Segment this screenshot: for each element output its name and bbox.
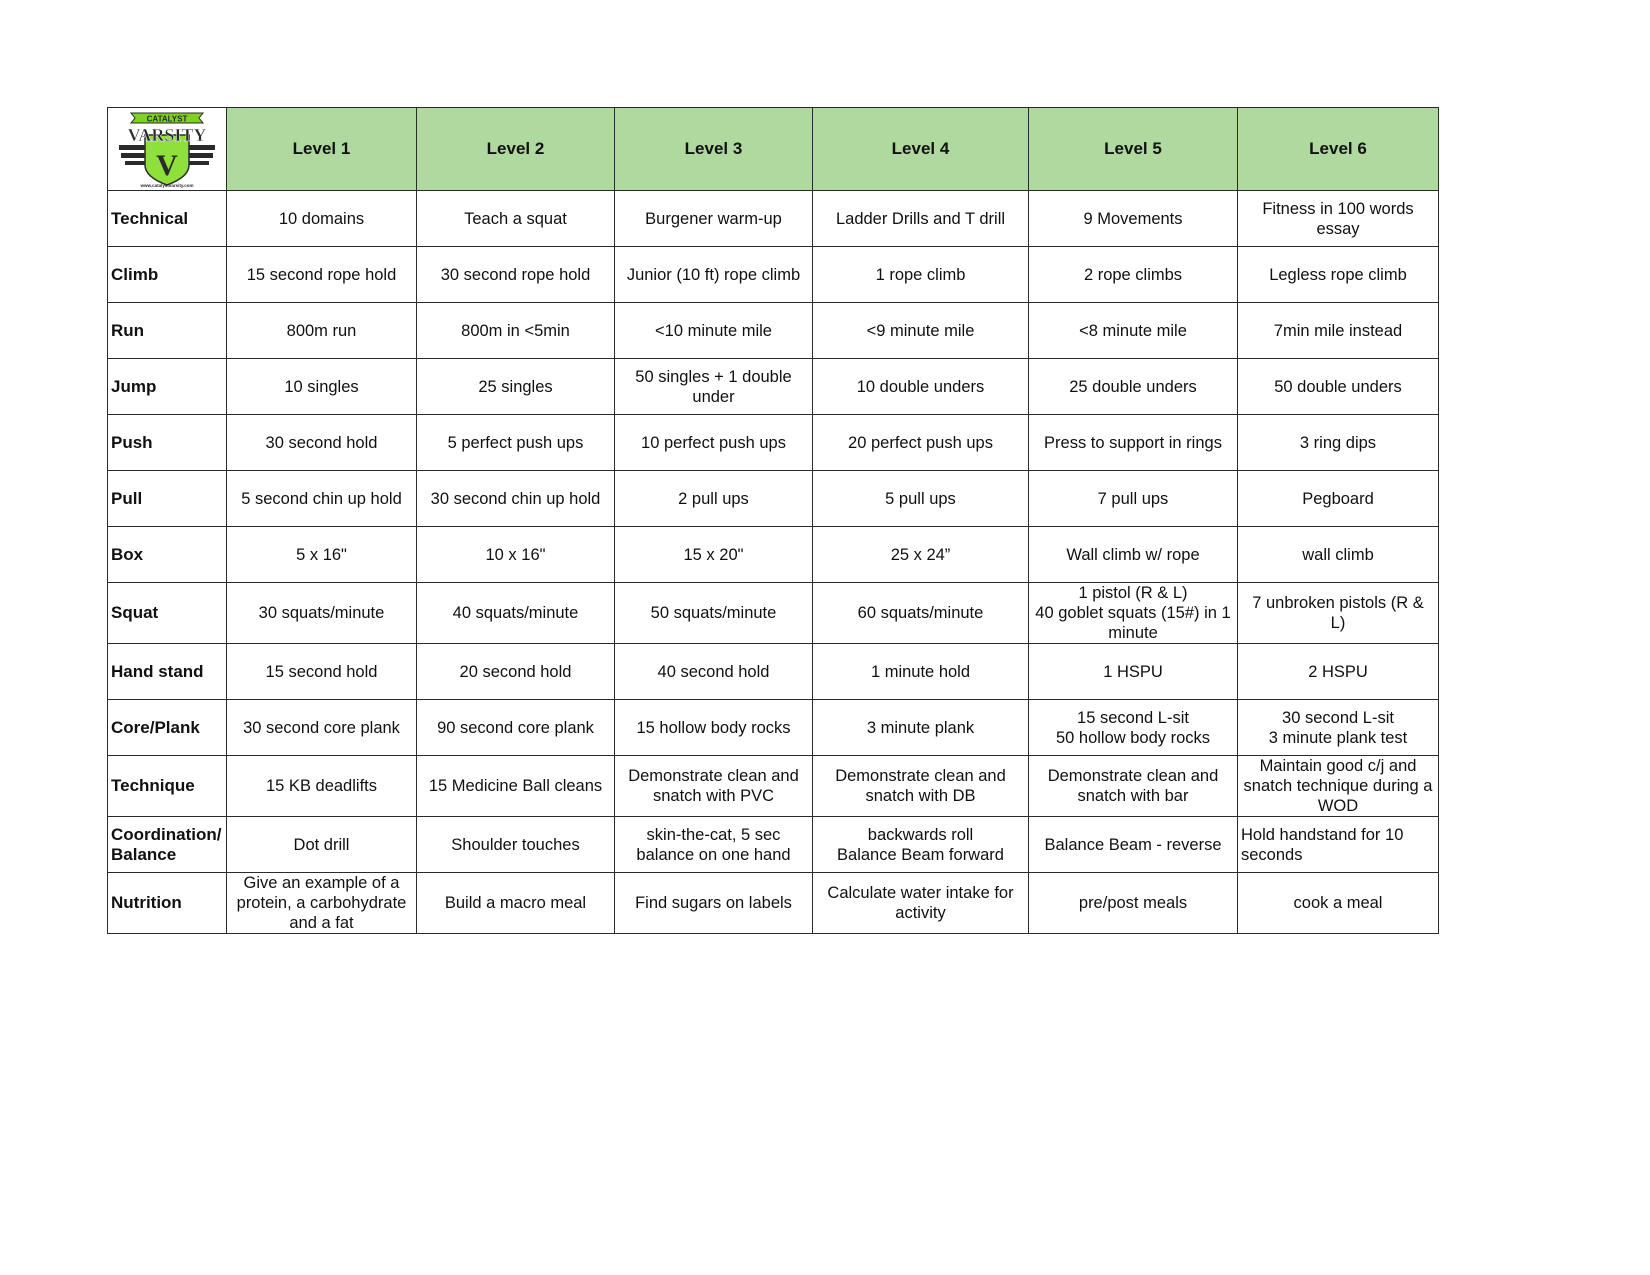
requirement-text: Dot drill <box>293 835 350 854</box>
requirement-text: 15 second L-sit <box>1077 708 1189 727</box>
requirement-cell <box>615 583 813 644</box>
category-label <box>108 817 227 873</box>
requirement-text: Hold handstand for 10 <box>1241 825 1404 844</box>
category-label <box>108 191 227 247</box>
category-label <box>108 415 227 471</box>
requirement-text: Junior (10 ft) rope climb <box>626 265 801 284</box>
requirement-cell <box>417 415 615 471</box>
requirement-cell <box>1029 583 1238 644</box>
requirement-cell <box>227 756 417 817</box>
requirement-cell <box>1238 817 1439 873</box>
table-row <box>108 873 1439 934</box>
category-label <box>108 359 227 415</box>
header-row <box>108 108 1439 191</box>
requirement-text: under <box>692 387 735 406</box>
requirement-cell <box>1029 700 1238 756</box>
requirement-cell <box>615 359 813 415</box>
requirement-text: 15 KB deadlifts <box>266 777 377 795</box>
requirement-text: 25 double unders <box>1069 377 1197 396</box>
requirement-text: and a fat <box>289 914 354 932</box>
requirement-cell <box>615 644 813 700</box>
requirement-cell <box>813 873 1029 934</box>
requirement-text: 1 HSPU <box>1103 662 1163 681</box>
requirement-text: 10 domains <box>278 209 365 228</box>
requirement-text: balance on one hand <box>636 845 791 864</box>
category-text: Box <box>111 544 144 564</box>
requirement-cell <box>227 583 417 644</box>
table-row <box>108 583 1439 644</box>
table-row <box>108 527 1439 583</box>
requirement-text: 2 pull ups <box>678 489 749 508</box>
requirement-cell <box>417 303 615 359</box>
requirement-cell <box>813 471 1029 527</box>
requirement-text: wall climb <box>1302 545 1374 564</box>
requirement-text: 90 second core plank <box>437 718 594 737</box>
category-label <box>108 303 227 359</box>
requirement-cell <box>227 303 417 359</box>
requirement-text: 30 second chin up hold <box>430 489 601 508</box>
requirement-text: L) <box>1330 614 1346 632</box>
requirement-cell <box>417 191 615 247</box>
requirement-text: 800m run <box>286 321 357 340</box>
requirement-text: 3 minute plank <box>866 718 975 737</box>
category-text: Technique <box>111 776 195 795</box>
requirement-cell <box>1238 873 1439 934</box>
requirement-text: backwards roll <box>867 825 974 844</box>
svg-text:CATALYST: CATALYST <box>146 114 188 124</box>
requirement-cell <box>1029 303 1238 359</box>
table-row <box>108 644 1439 700</box>
requirement-text: Give an example of a <box>243 874 400 892</box>
category-text: Technical <box>111 208 189 228</box>
requirement-cell <box>1029 527 1238 583</box>
requirement-cell <box>813 756 1029 817</box>
requirement-cell <box>417 583 615 644</box>
requirement-text: 50 singles + 1 double <box>635 367 792 386</box>
category-label <box>108 247 227 303</box>
category-label <box>108 756 227 817</box>
requirement-cell <box>227 817 417 873</box>
requirement-cell <box>615 700 813 756</box>
category-text: Climb <box>111 264 159 284</box>
level-header: Level 5 <box>1029 108 1238 191</box>
requirement-text: Demonstrate clean and <box>1047 767 1219 785</box>
requirement-text: cook a meal <box>1293 894 1383 912</box>
requirement-cell <box>1029 191 1238 247</box>
requirement-text: essay <box>1316 219 1360 238</box>
requirement-cell <box>615 415 813 471</box>
requirement-text: 60 squats/minute <box>857 604 984 622</box>
requirement-cell <box>615 817 813 873</box>
requirement-text: Demonstrate clean and <box>835 767 1006 785</box>
requirement-cell <box>417 817 615 873</box>
requirement-cell <box>1238 303 1439 359</box>
requirement-text: 3 ring dips <box>1299 433 1377 452</box>
requirement-text: Calculate water intake for <box>827 884 1014 902</box>
category-label <box>108 700 227 756</box>
requirement-cell <box>1029 644 1238 700</box>
category-label <box>108 583 227 644</box>
requirement-cell <box>417 873 615 934</box>
level-header: Level 1 <box>227 108 417 191</box>
requirement-text: 10 x 16" <box>485 545 546 564</box>
requirement-text: 50 hollow body rocks <box>1055 728 1211 747</box>
requirement-text: 15 x 20" <box>683 545 744 564</box>
requirement-cell <box>813 527 1029 583</box>
level-header: Level 6 <box>1238 108 1439 191</box>
requirement-text: Teach a squat <box>464 209 567 228</box>
requirement-cell <box>1238 527 1439 583</box>
requirement-cell <box>813 415 1029 471</box>
requirement-text: Find sugars on labels <box>635 894 792 912</box>
requirement-cell <box>1029 471 1238 527</box>
requirement-text: WOD <box>1317 797 1359 815</box>
category-text: Balance <box>111 844 177 864</box>
requirement-text: Burgener warm-up <box>645 209 782 228</box>
svg-text:www.catalystvarsity.com: www.catalystvarsity.com <box>140 183 194 188</box>
requirement-text: seconds <box>1241 845 1303 864</box>
requirement-text: protein, a carbohydrate <box>236 894 407 912</box>
levels-table <box>107 107 1439 934</box>
requirement-cell <box>227 700 417 756</box>
category-label <box>108 644 227 700</box>
requirement-cell <box>813 359 1029 415</box>
requirement-cell <box>1238 700 1439 756</box>
requirement-text: Build a macro meal <box>444 894 587 912</box>
level-header: Level 3 <box>615 108 813 191</box>
category-text: Run <box>111 320 145 340</box>
category-text: Push <box>111 432 153 452</box>
requirement-cell <box>1238 191 1439 247</box>
requirement-text: Ladder Drills and T drill <box>835 209 1006 228</box>
requirement-text: 30 squats/minute <box>258 604 385 622</box>
requirement-text: Shoulder touches <box>451 835 580 854</box>
requirement-text: Balance Beam forward <box>837 845 1004 864</box>
requirement-text: 5 x 16" <box>296 545 347 564</box>
requirement-text: 40 squats/minute <box>452 604 579 622</box>
requirement-text: snatch with PVC <box>652 787 775 805</box>
requirement-cell <box>813 583 1029 644</box>
requirement-cell <box>813 247 1029 303</box>
requirement-cell <box>1029 415 1238 471</box>
requirement-text: 1 minute hold <box>870 662 971 681</box>
requirement-text: 50 double unders <box>1274 377 1402 396</box>
requirement-cell <box>1238 644 1439 700</box>
category-text: Squat <box>111 603 159 622</box>
requirement-text: 50 squats/minute <box>650 604 777 622</box>
requirement-text: Balance Beam - reverse <box>1044 835 1222 854</box>
requirement-cell <box>227 527 417 583</box>
requirement-cell <box>813 817 1029 873</box>
table-row <box>108 817 1439 873</box>
requirement-cell <box>227 644 417 700</box>
requirement-cell <box>417 359 615 415</box>
varsity-shield-icon <box>111 109 223 189</box>
svg-text:VARSITY: VARSITY <box>127 125 207 145</box>
requirement-cell <box>615 873 813 934</box>
requirement-cell <box>417 471 615 527</box>
requirement-text: 25 x 24” <box>890 545 951 564</box>
requirement-text: 15 hollow body rocks <box>636 718 791 737</box>
requirement-text: 800m in <5min <box>461 321 570 340</box>
requirement-text: 10 double unders <box>856 377 985 396</box>
requirement-text: activity <box>895 904 946 922</box>
table-row <box>108 415 1439 471</box>
requirement-text: snatch with bar <box>1077 787 1189 805</box>
requirement-cell <box>1029 873 1238 934</box>
requirement-cell <box>227 415 417 471</box>
category-label <box>108 873 227 934</box>
level-header: Level 2 <box>417 108 615 191</box>
table-row <box>108 471 1439 527</box>
requirement-text: 10 singles <box>284 377 359 396</box>
requirement-cell <box>417 527 615 583</box>
requirement-cell <box>615 756 813 817</box>
requirement-text: 1 pistol (R & L) <box>1078 584 1188 602</box>
requirement-cell <box>1029 817 1238 873</box>
requirement-text: Press to support in rings <box>1044 433 1222 452</box>
requirement-text: Pegboard <box>1302 489 1374 508</box>
requirement-cell <box>417 756 615 817</box>
requirement-text: 15 second hold <box>265 662 378 681</box>
requirement-text: Maintain good c/j and <box>1259 757 1417 775</box>
requirement-text: 9 Movements <box>1083 209 1183 228</box>
category-label <box>108 527 227 583</box>
requirement-text: 10 perfect push ups <box>641 433 786 452</box>
requirement-cell <box>1238 471 1439 527</box>
requirement-text: 5 pull ups <box>885 489 956 508</box>
requirement-text: 5 perfect push ups <box>447 433 584 452</box>
requirement-cell <box>227 471 417 527</box>
category-text: Core/Plank <box>111 717 200 737</box>
requirement-text: 7min mile instead <box>1273 321 1403 340</box>
table-row <box>108 359 1439 415</box>
requirement-text: 7 unbroken pistols (R & <box>1252 594 1424 612</box>
requirement-text: 2 HSPU <box>1308 662 1368 681</box>
requirement-text: 5 second chin up hold <box>241 489 402 508</box>
requirement-cell <box>813 644 1029 700</box>
requirement-cell <box>615 527 813 583</box>
requirement-cell <box>615 471 813 527</box>
requirement-text: pre/post meals <box>1078 894 1188 912</box>
svg-text:V: V <box>156 149 178 182</box>
requirement-text: 40 goblet squats (15#) in 1 <box>1035 604 1231 622</box>
requirement-text: 20 perfect push ups <box>848 433 993 452</box>
requirement-text: <10 minute mile <box>655 321 772 340</box>
requirement-cell <box>615 247 813 303</box>
requirement-cell <box>227 873 417 934</box>
requirement-text: Demonstrate clean and <box>628 767 799 785</box>
logo-cell <box>108 108 227 191</box>
table-row <box>108 191 1439 247</box>
requirement-cell <box>417 644 615 700</box>
requirement-cell <box>813 303 1029 359</box>
requirement-cell <box>227 359 417 415</box>
requirement-cell <box>1029 756 1238 817</box>
requirement-text: minute <box>1108 624 1158 642</box>
requirement-cell <box>1029 247 1238 303</box>
table-row <box>108 303 1439 359</box>
requirement-text: Fitness in 100 words <box>1262 199 1414 218</box>
table-row <box>108 756 1439 817</box>
catalyst-varsity-logo <box>108 108 226 190</box>
requirement-text: 40 second hold <box>657 662 770 681</box>
requirement-text: 2 rope climbs <box>1083 265 1183 284</box>
requirement-cell <box>227 247 417 303</box>
requirement-text: 30 second hold <box>265 433 378 452</box>
requirement-text: snatch with DB <box>865 787 976 805</box>
requirement-cell <box>417 700 615 756</box>
table-row <box>108 247 1439 303</box>
requirement-text: 15 second rope hold <box>246 265 397 284</box>
requirement-cell <box>417 247 615 303</box>
requirement-cell <box>1238 756 1439 817</box>
requirement-text: skin-the-cat, 5 sec <box>646 825 781 844</box>
requirement-text: 30 second L-sit <box>1282 708 1394 727</box>
requirement-text: 25 singles <box>478 377 553 396</box>
requirement-text: Wall climb w/ rope <box>1066 545 1200 564</box>
requirement-text: 15 Medicine Ball cleans <box>428 777 603 795</box>
requirement-text: 30 second core plank <box>243 718 400 737</box>
requirement-cell <box>1238 583 1439 644</box>
requirement-cell <box>1238 415 1439 471</box>
requirement-text: Legless rope climb <box>1269 265 1407 284</box>
requirement-text: <8 minute mile <box>1079 321 1187 340</box>
requirement-cell <box>615 303 813 359</box>
requirement-cell <box>813 191 1029 247</box>
requirement-text: <9 minute mile <box>866 321 975 340</box>
requirement-cell <box>1238 247 1439 303</box>
level-header: Level 4 <box>813 108 1029 191</box>
requirement-text: 7 pull ups <box>1097 489 1169 508</box>
category-text: Jump <box>111 376 157 396</box>
requirement-text: 3 minute plank test <box>1268 728 1408 747</box>
category-text: Coordination/ <box>111 824 222 844</box>
level-chart-sheet <box>107 107 1439 934</box>
category-text: Pull <box>111 488 143 508</box>
requirement-cell <box>1029 359 1238 415</box>
requirement-text: snatch technique during a <box>1243 777 1433 795</box>
requirement-cell <box>1238 359 1439 415</box>
requirement-text: 20 second hold <box>459 662 572 681</box>
table-row <box>108 700 1439 756</box>
requirement-text: 30 second rope hold <box>440 265 591 284</box>
requirement-cell <box>813 700 1029 756</box>
requirement-cell <box>227 191 417 247</box>
requirement-text: 1 rope climb <box>875 265 966 284</box>
category-label <box>108 471 227 527</box>
category-text: Nutrition <box>111 893 182 912</box>
requirement-cell <box>615 191 813 247</box>
category-text: Hand stand <box>111 661 204 681</box>
